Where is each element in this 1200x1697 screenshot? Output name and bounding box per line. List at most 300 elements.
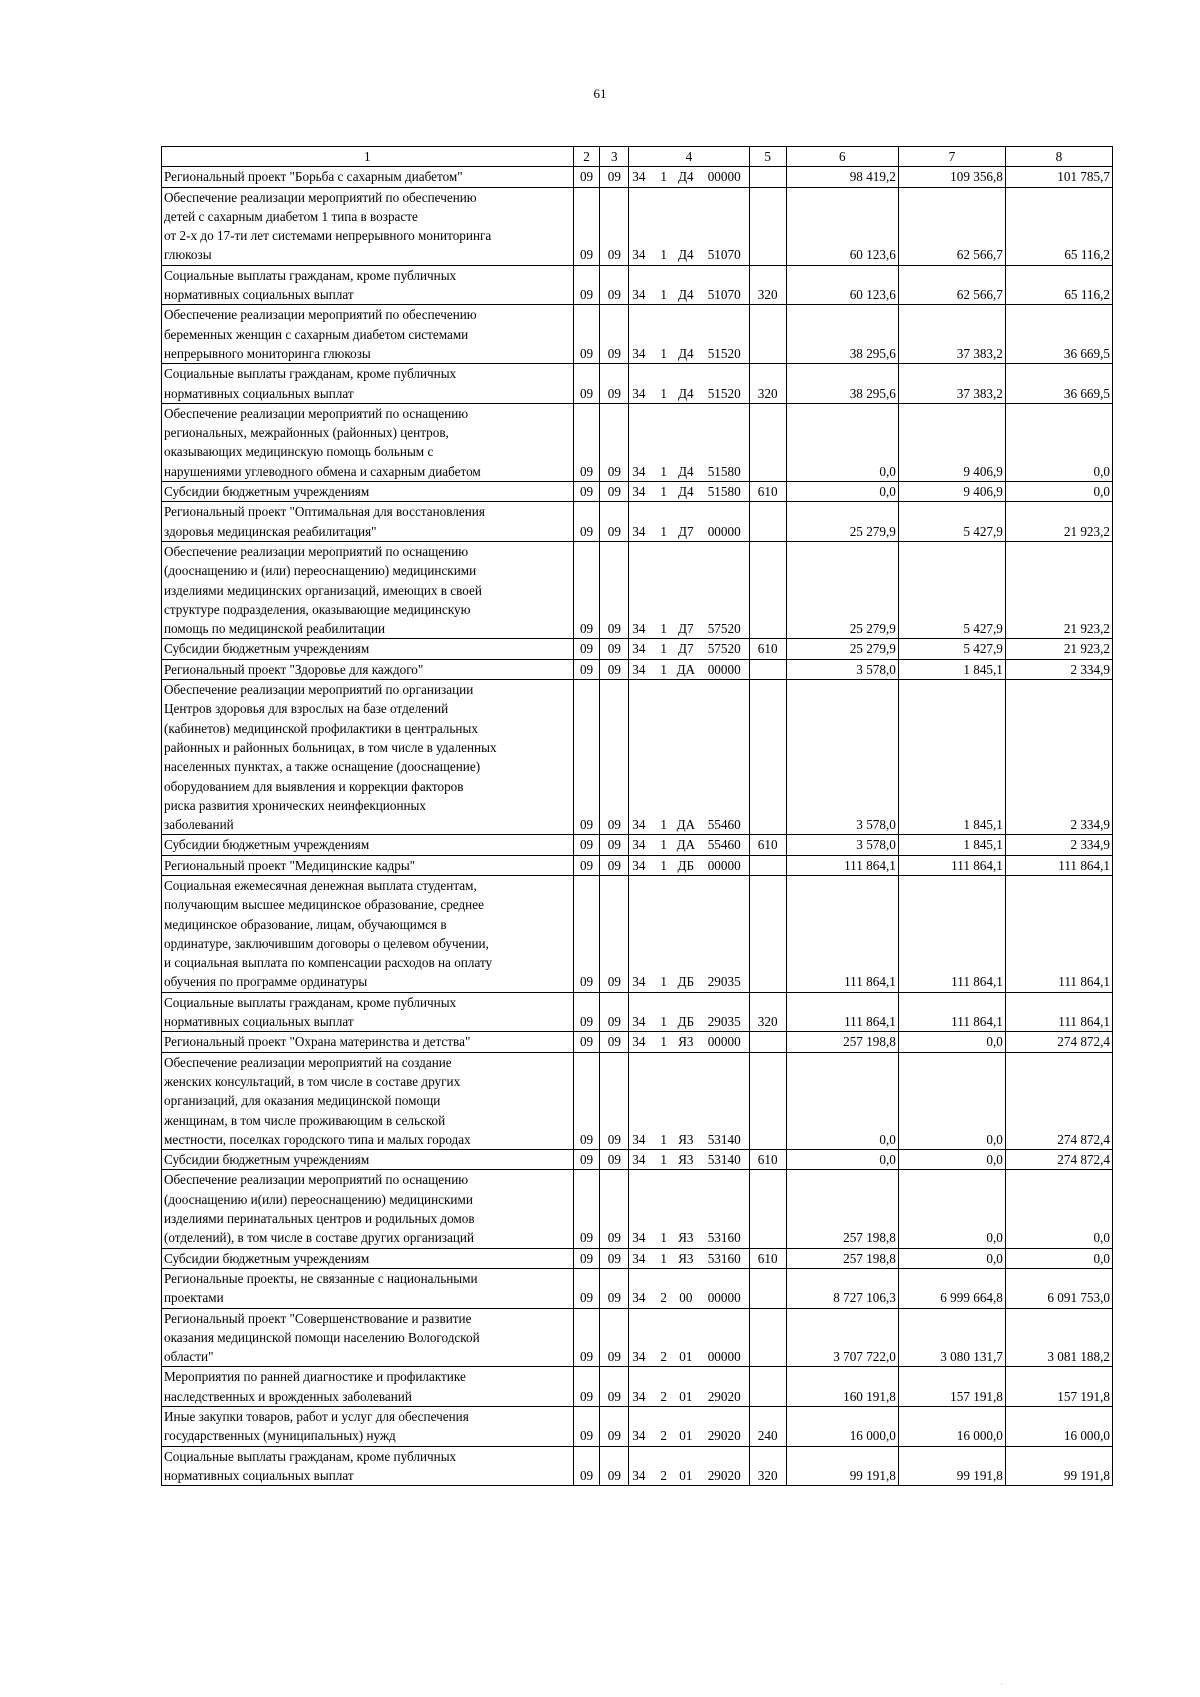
header-col-3: 3 [600,147,629,167]
row-value-8: 111 864,1 [1005,992,1112,1032]
row-target-project: ДА [672,680,700,835]
row-value-8: 0,0 [1005,1170,1112,1248]
row-expense-type [749,305,786,364]
row-target-program: 34 [629,835,656,855]
row-value-8: 21 923,2 [1005,541,1112,638]
row-name: Мероприятия по ранней диагностике и профилактике наследственных и врожденных заболеваний [162,1367,574,1407]
table-row [162,1367,1113,1407]
row-value-7: 62 566,7 [898,265,1005,305]
table-row [162,1407,1113,1447]
row-value-6: 257 198,8 [786,1170,898,1248]
row-name: Обеспечение реализации мероприятий по оснащению (дооснащению и (или) переоснащению) медицинскими изделиями медицинских организаций, имеющих в своей структуре подразделения, оказывающие медицинскую помощь по медицинской реабилитации [162,541,574,638]
row-target-project: Я3 [672,1150,700,1170]
row-section: 09 [573,1446,600,1486]
row-expense-type: 320 [749,1446,786,1486]
row-target-program: 34 [629,1446,656,1486]
row-target-project: Д4 [672,364,700,404]
scan-mark: · [1000,1680,1004,1691]
row-section: 09 [573,1367,600,1407]
row-subsection: 09 [600,835,629,855]
table-row [162,992,1113,1032]
row-name: Региональный проект "Здоровье для каждого" [162,659,574,679]
row-subsection: 09 [600,1367,629,1407]
row-value-7: 111 864,1 [898,992,1005,1032]
row-value-7: 1 845,1 [898,659,1005,679]
table-row [162,1446,1113,1486]
row-target-type: 2 [655,1367,671,1407]
row-target-program: 34 [629,265,656,305]
row-subsection: 09 [600,855,629,875]
row-target-project: Д4 [672,265,700,305]
row-target-type: 1 [655,1248,671,1268]
row-subsection: 09 [600,1407,629,1447]
row-value-6: 38 295,6 [786,305,898,364]
row-value-8: 21 923,2 [1005,639,1112,659]
row-value-6: 38 295,6 [786,364,898,404]
row-value-7: 111 864,1 [898,875,1005,992]
row-value-7: 111 864,1 [898,855,1005,875]
row-target-project: ДБ [672,875,700,992]
row-value-7: 0,0 [898,1248,1005,1268]
row-target-type: 2 [655,1407,671,1447]
row-expense-type: 320 [749,265,786,305]
row-target-project: ДБ [672,855,700,875]
table-row [162,502,1113,542]
row-target-program: 34 [629,541,656,638]
table-row [162,639,1113,659]
row-target-project: 01 [672,1446,700,1486]
row-section: 09 [573,167,600,187]
row-target-type: 1 [655,541,671,638]
row-name: Субсидии бюджетным учреждениям [162,639,574,659]
table-row [162,1248,1113,1268]
row-value-6: 3 707 722,0 [786,1308,898,1367]
row-value-8: 2 334,9 [1005,659,1112,679]
row-target-type: 1 [655,502,671,542]
row-value-6: 25 279,9 [786,502,898,542]
row-target-type: 1 [655,265,671,305]
row-subsection: 09 [600,364,629,404]
row-subsection: 09 [600,1248,629,1268]
row-section: 09 [573,1032,600,1052]
row-expense-type [749,659,786,679]
row-expense-type: 610 [749,1248,786,1268]
row-name: Региональный проект "Борьба с сахарным диабетом" [162,167,574,187]
row-target-program: 34 [629,167,656,187]
row-name: Обеспечение реализации мероприятий по оснащению (дооснащению и(или) переоснащению) медицинскими изделиями перинатальных центров и родильных домов (отделений), в том числе в составе других организаций [162,1170,574,1248]
row-value-6: 3 578,0 [786,680,898,835]
row-section: 09 [573,1308,600,1367]
row-value-7: 1 845,1 [898,680,1005,835]
row-target-project: ДА [672,659,700,679]
row-target-type: 1 [655,305,671,364]
row-value-6: 25 279,9 [786,639,898,659]
table-row [162,1170,1113,1248]
row-value-6: 3 578,0 [786,659,898,679]
row-target-project: Я3 [672,1170,700,1248]
table-row [162,1308,1113,1367]
row-target-program: 34 [629,680,656,835]
row-value-7: 109 356,8 [898,167,1005,187]
row-target-program: 34 [629,1170,656,1248]
row-target-program: 34 [629,1032,656,1052]
row-target-project: Д4 [672,403,700,481]
row-value-8: 6 091 753,0 [1005,1268,1112,1308]
row-value-6: 0,0 [786,482,898,502]
row-target-direction: 51580 [700,482,749,502]
row-value-6: 99 191,8 [786,1446,898,1486]
row-target-type: 1 [655,1052,671,1149]
row-expense-type [749,403,786,481]
row-value-8: 36 669,5 [1005,364,1112,404]
row-expense-type [749,187,786,265]
row-subsection: 09 [600,875,629,992]
row-target-program: 34 [629,1308,656,1367]
row-subsection: 09 [600,659,629,679]
row-target-direction: 51580 [700,403,749,481]
row-target-project: 01 [672,1367,700,1407]
row-target-direction: 29020 [700,1446,749,1486]
table-row [162,1052,1113,1149]
row-subsection: 09 [600,1170,629,1248]
row-value-7: 3 080 131,7 [898,1308,1005,1367]
row-expense-type: 320 [749,364,786,404]
row-value-6: 0,0 [786,1052,898,1149]
row-target-type: 2 [655,1446,671,1486]
row-value-8: 157 191,8 [1005,1367,1112,1407]
row-value-8: 21 923,2 [1005,502,1112,542]
row-expense-type [749,167,786,187]
table-row [162,1032,1113,1052]
table-row [162,855,1113,875]
row-section: 09 [573,992,600,1032]
row-target-type: 1 [655,659,671,679]
row-expense-type [749,1367,786,1407]
row-target-project: 01 [672,1407,700,1447]
row-value-8: 2 334,9 [1005,680,1112,835]
row-value-8: 16 000,0 [1005,1407,1112,1447]
row-target-program: 34 [629,187,656,265]
row-subsection: 09 [600,305,629,364]
header-col-4: 4 [629,147,749,167]
row-value-8: 111 864,1 [1005,855,1112,875]
row-expense-type [749,855,786,875]
row-target-type: 1 [655,875,671,992]
row-target-direction: 00000 [700,659,749,679]
row-target-program: 34 [629,1268,656,1308]
row-target-type: 1 [655,835,671,855]
row-target-project: 00 [672,1268,700,1308]
header-col-1: 1 [162,147,574,167]
row-target-type: 1 [655,639,671,659]
row-subsection: 09 [600,1150,629,1170]
row-value-6: 60 123,6 [786,265,898,305]
row-target-direction: 53140 [700,1150,749,1170]
header-col-2: 2 [573,147,600,167]
row-value-7: 9 406,9 [898,482,1005,502]
row-target-program: 34 [629,1052,656,1149]
row-section: 09 [573,1170,600,1248]
row-name: Субсидии бюджетным учреждениям [162,1248,574,1268]
row-target-direction: 53160 [700,1248,749,1268]
row-target-project: ДБ [672,992,700,1032]
row-name: Региональные проекты, не связанные с национальными проектами [162,1268,574,1308]
row-value-8: 101 785,7 [1005,167,1112,187]
row-target-type: 1 [655,680,671,835]
table-row [162,541,1113,638]
row-name: Обеспечение реализации мероприятий по обеспечению беременных женщин с сахарным диабетом системами непрерывного мониторинга глюкозы [162,305,574,364]
row-subsection: 09 [600,482,629,502]
row-target-type: 1 [655,1170,671,1248]
row-name: Региональный проект "Оптимальная для восстановления здоровья медицинская реабилитация" [162,502,574,542]
row-target-program: 34 [629,482,656,502]
row-target-direction: 29020 [700,1407,749,1447]
row-expense-type [749,1052,786,1149]
row-target-direction: 00000 [700,1268,749,1308]
row-name: Субсидии бюджетным учреждениям [162,482,574,502]
row-value-7: 9 406,9 [898,403,1005,481]
row-section: 09 [573,541,600,638]
row-expense-type: 320 [749,992,786,1032]
row-subsection: 09 [600,1446,629,1486]
row-subsection: 09 [600,1032,629,1052]
row-target-program: 34 [629,1367,656,1407]
page-number: 61 [593,86,607,101]
header-col-8: 8 [1005,147,1112,167]
row-expense-type: 610 [749,1150,786,1170]
header-row [162,147,1113,167]
row-section: 09 [573,835,600,855]
table-row [162,875,1113,992]
row-target-project: Д4 [672,305,700,364]
row-value-6: 98 419,2 [786,167,898,187]
row-subsection: 09 [600,639,629,659]
row-value-7: 37 383,2 [898,364,1005,404]
row-target-project: Д7 [672,639,700,659]
row-section: 09 [573,1150,600,1170]
row-target-project: Д4 [672,167,700,187]
row-section: 09 [573,855,600,875]
row-name: Региональный проект "Медицинские кадры" [162,855,574,875]
row-value-8: 3 081 188,2 [1005,1308,1112,1367]
row-value-8: 2 334,9 [1005,835,1112,855]
row-target-direction: 00000 [700,502,749,542]
row-name: Субсидии бюджетным учреждениям [162,1150,574,1170]
row-section: 09 [573,680,600,835]
row-value-8: 0,0 [1005,482,1112,502]
row-target-direction: 51070 [700,265,749,305]
table-row [162,680,1113,835]
row-target-direction: 55460 [700,680,749,835]
row-name: Социальные выплаты гражданам, кроме публичных нормативных социальных выплат [162,364,574,404]
row-value-6: 25 279,9 [786,541,898,638]
table-row [162,403,1113,481]
row-value-7: 0,0 [898,1032,1005,1052]
row-section: 09 [573,1407,600,1447]
row-subsection: 09 [600,680,629,835]
table-row [162,1268,1113,1308]
row-target-type: 1 [655,364,671,404]
row-target-type: 1 [655,1150,671,1170]
row-section: 09 [573,364,600,404]
row-value-7: 0,0 [898,1052,1005,1149]
row-target-type: 1 [655,1032,671,1052]
row-name: Социальная ежемесячная денежная выплата студентам, получающим высшее медицинское образование, среднее медицинское образование, лицам, обучающимся в ординатуре, заключившим договоры о целевом обучении, и социальная выплата по компенсации расходов на оплату обучения по программе ординатуры [162,875,574,992]
row-target-direction: 00000 [700,1308,749,1367]
row-target-type: 1 [655,403,671,481]
row-name: Социальные выплаты гражданам, кроме публичных нормативных социальных выплат [162,265,574,305]
row-name: Обеспечение реализации мероприятий по обеспечению детей с сахарным диабетом 1 типа в возрасте от 2-х до 17-ти лет системами непрерывного мониторинга глюкозы [162,187,574,265]
row-target-project: ДА [672,835,700,855]
row-section: 09 [573,1268,600,1308]
row-section: 09 [573,502,600,542]
row-target-direction: 29035 [700,875,749,992]
row-target-program: 34 [629,364,656,404]
row-value-8: 65 116,2 [1005,187,1112,265]
table-row [162,659,1113,679]
row-section: 09 [573,265,600,305]
header-col-6: 6 [786,147,898,167]
table-row [162,305,1113,364]
row-target-type: 1 [655,187,671,265]
row-target-direction: 53160 [700,1170,749,1248]
row-expense-type: 610 [749,482,786,502]
row-value-7: 5 427,9 [898,502,1005,542]
row-value-6: 3 578,0 [786,835,898,855]
row-target-project: Д7 [672,541,700,638]
row-target-type: 1 [655,482,671,502]
row-target-project: Я3 [672,1052,700,1149]
row-expense-type [749,502,786,542]
row-subsection: 09 [600,187,629,265]
row-target-direction: 29020 [700,1367,749,1407]
row-name: Иные закупки товаров, работ и услуг для обеспечения государственных (муниципальных) нужд [162,1407,574,1447]
row-subsection: 09 [600,1052,629,1149]
row-subsection: 09 [600,167,629,187]
row-value-6: 160 191,8 [786,1367,898,1407]
row-target-direction: 51070 [700,187,749,265]
row-target-project: Д7 [672,502,700,542]
row-section: 09 [573,305,600,364]
row-expense-type [749,1308,786,1367]
row-target-program: 34 [629,659,656,679]
row-name: Обеспечение реализации мероприятий на создание женских консультаций, в том числе в составе других организаций, для оказания медицинской помощи женщинам, в том числе проживающим в сельской местности, поселках городского типа и малых городах [162,1052,574,1149]
row-target-project: Д4 [672,482,700,502]
row-value-6: 60 123,6 [786,187,898,265]
row-value-7: 5 427,9 [898,541,1005,638]
row-expense-type [749,1170,786,1248]
row-target-program: 34 [629,1150,656,1170]
row-name: Социальные выплаты гражданам, кроме публичных нормативных социальных выплат [162,992,574,1032]
row-section: 09 [573,1052,600,1149]
row-target-direction: 55460 [700,835,749,855]
row-target-direction: 00000 [700,855,749,875]
row-value-8: 0,0 [1005,403,1112,481]
budget-table [161,146,1113,1486]
row-value-6: 111 864,1 [786,875,898,992]
row-target-type: 1 [655,992,671,1032]
row-value-8: 65 116,2 [1005,265,1112,305]
row-target-project: Д4 [672,187,700,265]
row-target-program: 34 [629,875,656,992]
table-body [162,167,1113,1486]
row-value-8: 274 872,4 [1005,1150,1112,1170]
row-name: Социальные выплаты гражданам, кроме публичных нормативных социальных выплат [162,1446,574,1486]
row-section: 09 [573,659,600,679]
row-value-8: 99 191,8 [1005,1446,1112,1486]
row-value-7: 0,0 [898,1170,1005,1248]
row-name: Региональный проект "Совершенствование и развитие оказания медицинской помощи населению Вологодской области" [162,1308,574,1367]
row-name: Региональный проект "Охрана материнства и детства" [162,1032,574,1052]
row-target-program: 34 [629,1248,656,1268]
row-value-6: 0,0 [786,403,898,481]
row-subsection: 09 [600,541,629,638]
row-target-direction: 00000 [700,167,749,187]
row-subsection: 09 [600,502,629,542]
header-col-5: 5 [749,147,786,167]
row-value-6: 16 000,0 [786,1407,898,1447]
row-target-program: 34 [629,403,656,481]
row-target-project: 01 [672,1308,700,1367]
row-value-7: 1 845,1 [898,835,1005,855]
row-value-6: 111 864,1 [786,992,898,1032]
row-subsection: 09 [600,992,629,1032]
row-value-8: 111 864,1 [1005,875,1112,992]
table-row [162,482,1113,502]
row-value-7: 37 383,2 [898,305,1005,364]
row-value-7: 99 191,8 [898,1446,1005,1486]
row-value-8: 0,0 [1005,1248,1112,1268]
table-row [162,187,1113,265]
row-section: 09 [573,403,600,481]
row-target-direction: 00000 [700,1032,749,1052]
row-target-type: 1 [655,855,671,875]
row-target-project: Я3 [672,1248,700,1268]
row-section: 09 [573,639,600,659]
row-expense-type [749,875,786,992]
row-value-6: 111 864,1 [786,855,898,875]
row-target-direction: 51520 [700,364,749,404]
row-target-type: 2 [655,1308,671,1367]
table-row [162,835,1113,855]
row-value-7: 0,0 [898,1150,1005,1170]
row-target-project: Я3 [672,1032,700,1052]
row-value-7: 157 191,8 [898,1367,1005,1407]
row-subsection: 09 [600,1308,629,1367]
row-target-direction: 51520 [700,305,749,364]
row-expense-type: 610 [749,639,786,659]
header-col-7: 7 [898,147,1005,167]
row-name: Субсидии бюджетным учреждениям [162,835,574,855]
table-row [162,364,1113,404]
row-value-8: 274 872,4 [1005,1052,1112,1149]
row-target-direction: 57520 [700,541,749,638]
row-target-type: 1 [655,167,671,187]
row-value-7: 6 999 664,8 [898,1268,1005,1308]
row-value-7: 16 000,0 [898,1407,1005,1447]
row-name: Обеспечение реализации мероприятий по оснащению региональных, межрайонных (районных) центров, оказывающих медицинскую помощь больным с нарушениями углеводного обмена и сахарным диабетом [162,403,574,481]
row-target-direction: 57520 [700,639,749,659]
row-section: 09 [573,1248,600,1268]
row-target-program: 34 [629,855,656,875]
table-row [162,167,1113,187]
row-value-6: 257 198,8 [786,1248,898,1268]
row-section: 09 [573,187,600,265]
row-target-program: 34 [629,305,656,364]
row-subsection: 09 [600,265,629,305]
row-expense-type [749,541,786,638]
row-subsection: 09 [600,403,629,481]
